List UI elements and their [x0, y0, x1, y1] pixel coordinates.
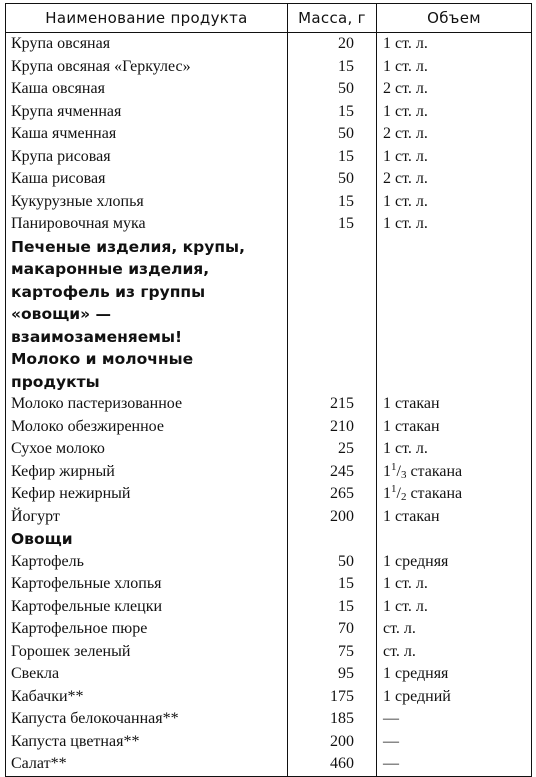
product-mass: 15: [288, 213, 377, 236]
volume-cell: [377, 348, 532, 393]
product-name: Картофель: [6, 551, 288, 574]
product-name: Капуста белокочанная**: [6, 708, 288, 731]
table-row: [6, 213, 532, 236]
product-table: [5, 3, 532, 777]
product-mass: 70: [288, 618, 377, 641]
table-row: [6, 123, 532, 146]
product-volume: —: [377, 731, 532, 754]
mass-cell: [288, 528, 377, 551]
product-name: Свекла: [6, 663, 288, 686]
volume-unit: стакана: [406, 485, 463, 502]
product-mass: 215: [288, 393, 377, 416]
table-row: [6, 641, 532, 664]
product-name: Крупа ячменная: [6, 101, 288, 124]
product-volume: [377, 483, 532, 506]
table-row: [6, 33, 532, 56]
product-name: Крупа рисовая: [6, 146, 288, 169]
table-header: [6, 4, 532, 33]
table-row: [6, 393, 532, 416]
table-row: [6, 101, 532, 124]
product-name: Кефир жирный: [6, 461, 288, 484]
table-row: [6, 146, 532, 169]
product-mass: 20: [288, 33, 377, 56]
product-volume: 1 стакан: [377, 416, 532, 439]
table-row: [6, 753, 532, 776]
product-volume: 1 ст. л.: [377, 101, 532, 124]
product-volume: 1 средний: [377, 686, 532, 709]
product-name: Крупа овсяная: [6, 33, 288, 56]
table-row: [6, 731, 532, 754]
volume-denominator: 2: [400, 491, 407, 503]
header-name: Наименование продукта: [6, 4, 288, 33]
product-volume: 1 ст. л.: [377, 191, 532, 214]
product-mass: 95: [288, 663, 377, 686]
mass-cell: [288, 236, 377, 349]
product-name: Горошек зеленый: [6, 641, 288, 664]
product-mass: 15: [288, 573, 377, 596]
product-mass: 15: [288, 146, 377, 169]
table-row: [6, 438, 532, 461]
header-volume: Объем: [377, 4, 532, 33]
section-title: [6, 528, 288, 551]
section-title: [6, 236, 288, 349]
product-name: Молоко обезжиренное: [6, 416, 288, 439]
volume-denominator: 3: [400, 468, 407, 481]
volume-fraction-slash: /: [396, 462, 401, 480]
section-title-line: Молоко и молочные: [11, 350, 194, 368]
product-mass: 50: [288, 78, 377, 101]
product-name: Йогурт: [6, 506, 288, 529]
table-row: [6, 191, 532, 214]
section-title-line: Овощи: [11, 530, 73, 548]
table-row: [6, 663, 532, 686]
product-mass: 15: [288, 56, 377, 79]
product-volume: 1 ст. л.: [377, 573, 532, 596]
product-name: Кабачки**: [6, 686, 288, 709]
product-name: Панировочная мука: [6, 213, 288, 236]
product-name: Крупа овсяная «Геркулес»: [6, 56, 288, 79]
product-name: Картофельные хлопья: [6, 573, 288, 596]
header-row: [6, 4, 532, 33]
product-name: Кефир нежирный: [6, 483, 288, 506]
product-mass: 25: [288, 438, 377, 461]
product-mass: 50: [288, 123, 377, 146]
section-title-line: продукты: [11, 372, 100, 391]
product-name: Каша овсяная: [6, 78, 288, 101]
product-mass: 50: [288, 551, 377, 574]
page: [5, 3, 531, 772]
volume-cell: [377, 528, 532, 551]
product-volume: 2 ст. л.: [377, 123, 532, 146]
product-volume: —: [377, 708, 532, 731]
product-mass: 15: [288, 596, 377, 619]
product-name: Картофельное пюре: [6, 618, 288, 641]
product-volume: —: [377, 753, 532, 776]
table-row: [6, 573, 532, 596]
product-mass: 210: [288, 416, 377, 439]
product-mass: 265: [288, 483, 377, 506]
product-mass: 75: [288, 641, 377, 664]
product-volume: ст. л.: [377, 641, 532, 664]
section-row: [6, 528, 532, 551]
table-row: [6, 618, 532, 641]
table-row: [6, 596, 532, 619]
product-volume: 1 ст. л.: [377, 33, 532, 56]
product-name: Молоко пастеризованное: [6, 393, 288, 416]
volume-unit: стакана: [406, 462, 463, 480]
product-name: Сухое молоко: [6, 438, 288, 461]
section-title-line: картофель из группы: [11, 282, 206, 301]
product-volume: 1 ст. л.: [377, 146, 532, 169]
product-volume: 1 средняя: [377, 663, 532, 686]
volume-whole: 1: [383, 462, 391, 480]
product-name: Каша ячменная: [6, 123, 288, 146]
section-title-line: макаронные изделия,: [11, 260, 210, 278]
mass-cell: [288, 348, 377, 393]
product-name: Каша рисовая: [6, 168, 288, 191]
product-mass: 200: [288, 506, 377, 529]
product-volume: ст. л.: [377, 618, 532, 641]
table-body: [6, 33, 532, 777]
table-row: [6, 416, 532, 439]
product-name: Картофельные клецки: [6, 596, 288, 619]
product-mass: 15: [288, 101, 377, 124]
product-mass: 50: [288, 168, 377, 191]
table-row: [6, 168, 532, 191]
product-name: Салат**: [6, 753, 288, 776]
product-volume: 1 средняя: [377, 551, 532, 574]
product-volume: 1 стакан: [377, 506, 532, 529]
product-mass: 185: [288, 708, 377, 731]
product-volume: [377, 461, 532, 484]
product-mass: 200: [288, 731, 377, 754]
product-volume: 1 ст. л.: [377, 438, 532, 461]
product-volume: 2 ст. л.: [377, 168, 532, 191]
table-row: [6, 461, 532, 484]
volume-numerator: 1: [391, 460, 397, 473]
table-row: [6, 686, 532, 709]
product-mass: 15: [288, 191, 377, 214]
table-row: [6, 551, 532, 574]
table-row: [6, 483, 532, 506]
section-row: [6, 236, 532, 349]
product-volume: 1 ст. л.: [377, 596, 532, 619]
table-row: [6, 78, 532, 101]
product-volume: 1 ст. л.: [377, 213, 532, 236]
product-mass: 460: [288, 753, 377, 776]
table-row: [6, 56, 532, 79]
product-name: Кукурузные хлопья: [6, 191, 288, 214]
product-mass: 245: [288, 461, 377, 484]
product-volume: 1 ст. л.: [377, 56, 532, 79]
header-mass: Масса, г: [288, 4, 377, 33]
volume-fraction-slash: /: [396, 485, 401, 502]
volume-whole: 1: [383, 485, 391, 502]
product-volume: 2 ст. л.: [377, 78, 532, 101]
product-volume: 1 стакан: [377, 393, 532, 416]
product-mass: 175: [288, 686, 377, 709]
product-name: Капуста цветная**: [6, 731, 288, 754]
section-title-line: Печеные изделия, крупы,: [11, 237, 245, 256]
table-row: [6, 708, 532, 731]
section-row: [6, 348, 532, 393]
section-title: [6, 348, 288, 393]
volume-numerator: 1: [391, 483, 397, 495]
volume-cell: [377, 236, 532, 349]
section-title-line: «овощи» — взаимозаменяемы!: [11, 305, 183, 346]
table-row: [6, 506, 532, 529]
